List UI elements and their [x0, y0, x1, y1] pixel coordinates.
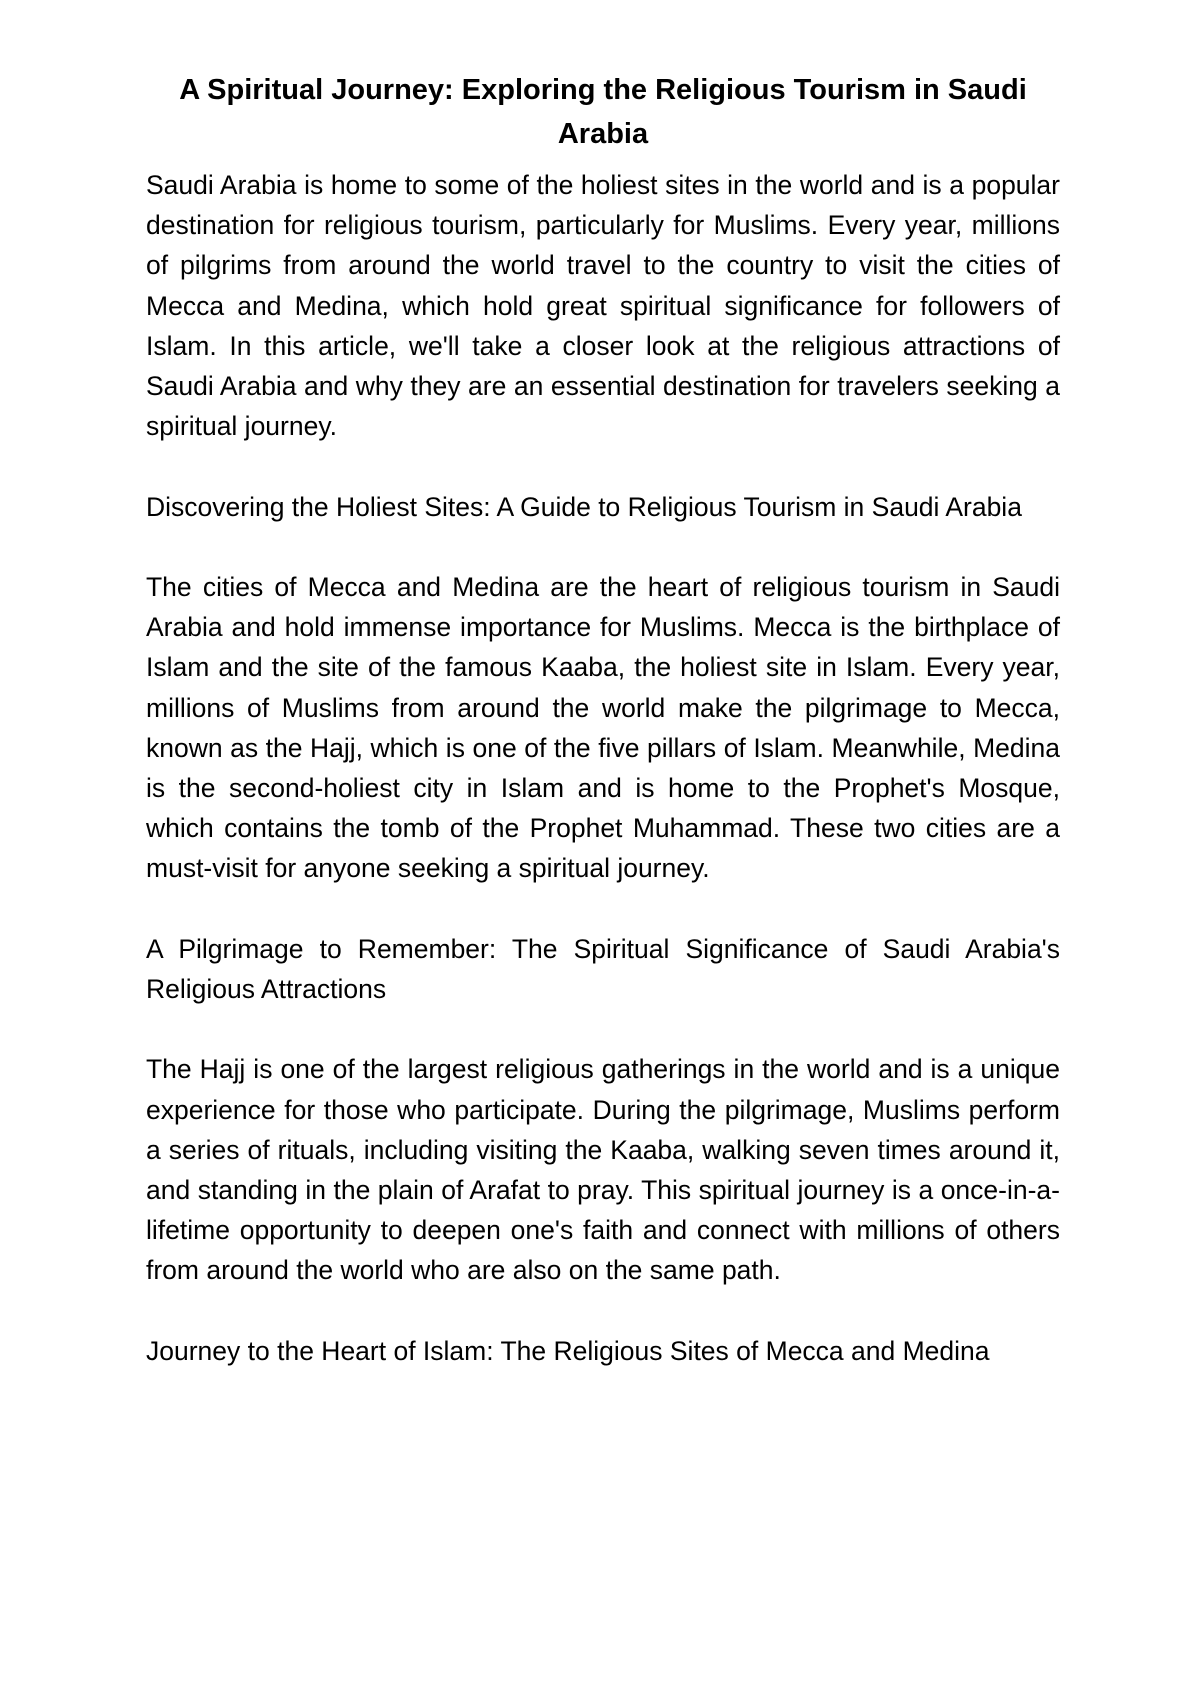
- section-heading-pilgrimage: A Pilgrimage to Remember: The Spiritual Significance of Saudi Arabia's Religious Attractions: [146, 933, 1060, 1005]
- document-page: [146, 68, 1060, 1371]
- document-title: A Spiritual Journey: Exploring the Religious Tourism in Saudi Arabia: [179, 74, 1027, 150]
- intro-paragraph: Saudi Arabia is home to some of the holiest sites in the world and is a popular destination for religious tourism, particularly for Muslims. Every year, millions of pilgrims from around the world travel to the country to visit the cities of Mecca and Medina, which hold great spiritual significance for followers of Islam. In this article, we'll take a closer look at the religious attractions of Saudi Arabia and why they are an essential destination for travelers seeking a spiritual journey.: [146, 170, 1060, 442]
- hajj-paragraph: The Hajj is one of the largest religious gatherings in the world and is a unique experience for those who participate. During the pilgrimage, Muslims perform a series of rituals, including visiting the Kaaba, walking seven times around it, and standing in the plain of Arafat to pray. This spiritual journey is a once-in-a-lifetime opportunity to deepen one's faith and connect with millions of others from around the world who are also on the same path.: [146, 1054, 1060, 1286]
- section-heading-holiest-sites: Discovering the Holiest Sites: A Guide to Religious Tourism in Saudi Arabia: [146, 491, 1022, 522]
- section-heading-heart-of-islam: Journey to the Heart of Islam: The Religious Sites of Mecca and Medina: [146, 1335, 990, 1366]
- mecca-medina-paragraph: The cities of Mecca and Medina are the heart of religious tourism in Saudi Arabia and hold immense importance for Muslims. Mecca is the birthplace of Islam and the site of the famous Kaaba, the holiest site in Islam. Every year, millions of Muslims from around the world make the pilgrimage to Mecca, known as the Hajj, which is one of the five pillars of Islam. Meanwhile, Medina is the second-holiest city in Islam and is home to the Prophet's Mosque, which contains the tomb of the Prophet Muhammad. These two cities are a must-visit for anyone seeking a spiritual journey.: [146, 572, 1060, 884]
